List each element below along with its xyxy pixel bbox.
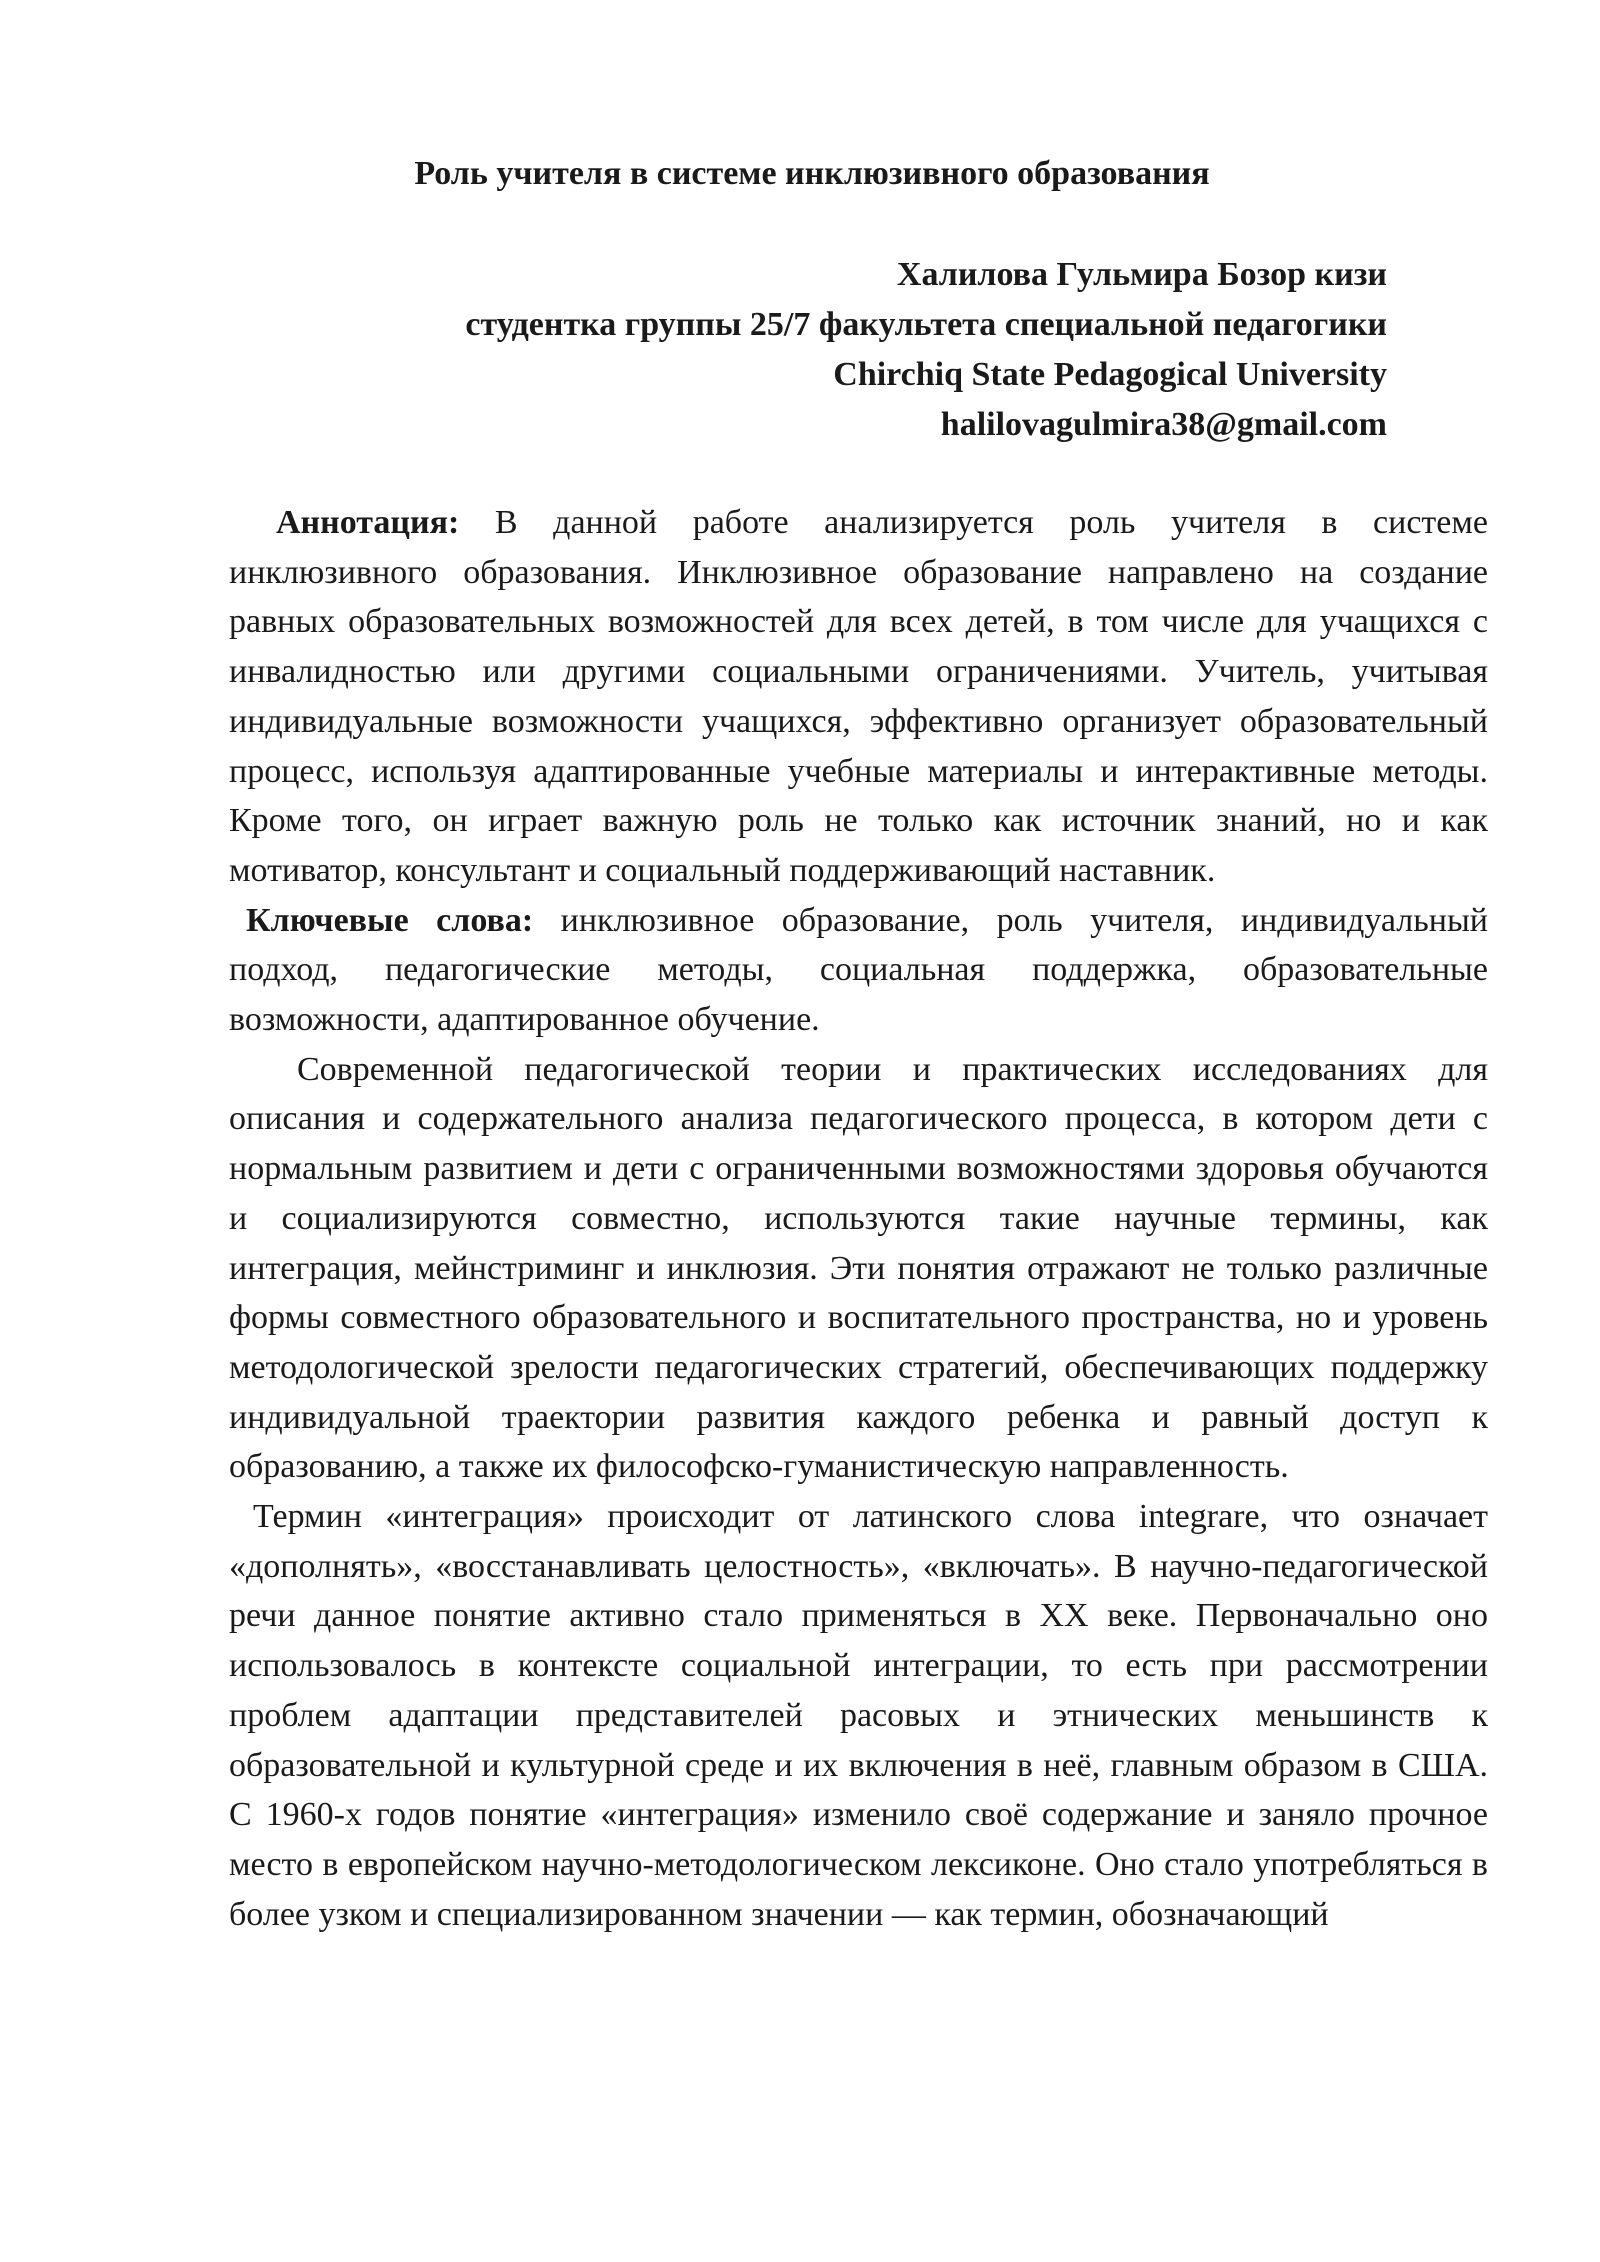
keywords-paragraph [229, 896, 1488, 1045]
annotation-label: Аннотация: [276, 504, 460, 541]
author-position: студентка группы 25/7 факультета специальной педагогики [465, 306, 1387, 343]
author-university: Chirchiq State Pedagogical University [833, 356, 1387, 393]
document-body [229, 498, 1488, 1939]
body-paragraph: Термин «интеграция» происходит от латинского слова integrare, что означает «дополнять», «восстанавливать целостность», «включать». В научно-педагогической речи данное понятие активно стало применяться в XX веке. Первоначально оно использовалось в контексте социальной интеграции, то есть при рассмотрении проблем адаптации представителей расовых и этнических меньшинств к образовательной и культурной среде и их включения в неё, главным образом в США. С 1960-х годов понятие «интеграция» изменило своё содержание и заняло прочное место в европейском научно-методологическом лексиконе. Оно стало употребляться в более узком и специализированном значении — как термин, обозначающий [229, 1498, 1488, 1933]
annotation-text: В данной работе анализируется роль учителя в системе инклюзивного образования. Инклюзивное образование направлено на создание равных образовательных возможностей для всех детей, в том числе для учащихся с инвалидностью или другими социальными ограничениями. Учитель, учитывая индивидуальные возможности учащихся, эффективно организует образовательный процесс, используя адаптированные учебные материалы и интерактивные методы. Кроме того, он играет важную роль не только как источник знаний, но и как мотиватор, консультант и социальный поддерживающий наставник. [229, 504, 1488, 889]
body-paragraph: Современной педагогической теории и практических исследованиях для описания и содержательного анализа педагогического процесса, в котором дети с нормальным развитием и дети с ограниченными возможностями здоровья обучаются и социализируются совместно, используются такие научные термины, как интеграция, мейнстриминг и инклюзия. Эти понятия отражают не только различные формы совместного образовательного и воспитательного пространства, но и уровень методологической зрелости педагогических стратегий, обеспечивающих поддержку индивидуальной траектории развития каждого ребенка и равный доступ к образованию, а также их философско-гуманистическую направленность. [229, 1050, 1488, 1486]
author-block [0, 250, 1387, 450]
document-title: Роль учителя в системе инклюзивного образования [414, 155, 1210, 192]
author-email: halilovagulmira38@gmail.com [940, 406, 1387, 443]
annotation-paragraph [229, 498, 1488, 896]
author-name: Халилова Гульмира Бозор кизи [896, 256, 1387, 293]
keywords-label: Ключевые слова: [246, 901, 534, 939]
keywords-text: инклюзивное образование, роль учителя, индивидуальный подход, педагогические методы, социальная поддержка, образовательные возможности, адаптированное обучение. [229, 901, 1488, 1039]
